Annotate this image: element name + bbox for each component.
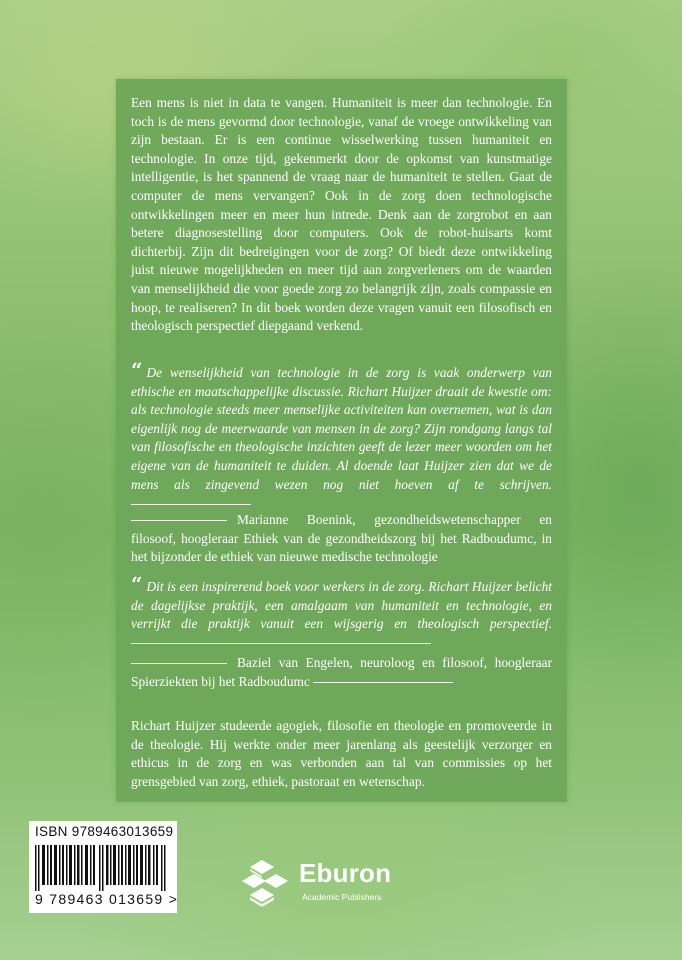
intro-paragraph: Een mens is niet in data te vangen. Humaniteit is meer dan technologie. En toch is de mens gevormd door technologie, vanaf de vroege ontwikkeling van zijn bestaan. Er is een continue wisselwerking tussen humaniteit en technologie. In onze tijd, gekenmerkt door de opkomst van kunstmatige intelligentie, is het spannend de vraag naar de humaniteit te stellen. Gaat de computer de mens vervangen? Ook in de zorg doen technologische ontwikkelingen meer en meer hun intrede. Denk aan de zorgrobot en aan betere diagnosestelling door computers. Ook de robot-huisarts komt dichterbij. Zijn dit bedreigingen voor de zorg? Of biedt deze ontwikkeling juist nieuwe mogelijkheden en meer tijd aan zorgverleners om de waarden van menselijkheid die voor goede zorg zo belangrijk zijn, zoals compassie en hoop, te realiseren? In dit boek worden deze vragen vanuit een filosofisch en theologisch perspectief diepgaand verkend.	[131, 95, 552, 334]
divider-line	[313, 682, 453, 683]
barcode	[29, 821, 177, 913]
publisher-subtitle: Academic Publishers	[302, 892, 382, 902]
author-bio: Richart Huijzer studeerde agogiek, filosofie en theologie en promoveerde in de theologie. Hij werkte onder meer jarenlang als geestelijk verzorger en ethicus in de zorg en was verbonden aan tal van commissies op het grensgebied van zorg, ethiek, pastoraat en wetenschap.	[131, 718, 552, 789]
endorsement-quote-2	[131, 572, 552, 652]
attribution-1-text: Marianne Boenink, gezondheidswetenschapper en filosoof, hoogleraar Ethiek van de gezondheidszorg bij het Radboudumc, in het bijzonder de ethiek van nieuwe medische technologie	[131, 512, 552, 565]
divider-line	[131, 643, 431, 644]
attribution-1	[131, 511, 552, 567]
quote-mark-icon: “	[131, 572, 143, 596]
quote-1-text: De wenselijkheid van technologie in de zorg is vaak onderwerp van ethische en maatschappelijke discussie. Richart Huijzer draait de kwestie om: als technologie steeds meer menselijke activiteiten kan overnemen, wat is dan eigenlijk nog de meerwaarde van mensen in de zorg? Zijn rondgang langs tal van filosofische en theologische inzichten geeft de lezer meer woorden om het eigene van de humaniteit te duiden. Al doende laat Huijzer zien dat we de mens als zingevend wezen nog niet hoeven af te schrijven.	[131, 365, 552, 492]
publisher-logo	[240, 858, 400, 912]
divider-line	[131, 520, 227, 521]
publisher-name: Eburon	[299, 858, 392, 888]
attribution-2	[131, 654, 552, 691]
barcode-digits: 9 789463 013659 >	[35, 891, 179, 907]
eburon-logo-icon	[240, 858, 296, 912]
endorsement-quote-1	[131, 358, 552, 513]
attribution-2-text: Baziel van Engelen, neuroloog en filosoof, hoogleraar Spierziekten bij het Radboudumc	[131, 655, 552, 689]
isbn-label: ISBN 9789463013659	[35, 824, 174, 839]
quote-2-text: Dit is een inspirerend boek voor werkers in de zorg. Richart Huijzer belicht de dagelijkse praktijk, een amalgaam van humaniteit en technologie, en verrijkt die praktijk vanuit een wijsgerig en theologisch perspectief.	[131, 579, 552, 632]
barcode-bars-icon	[35, 845, 171, 891]
divider-line	[131, 504, 251, 505]
quote-mark-icon: “	[131, 358, 143, 382]
divider-line	[131, 663, 227, 664]
